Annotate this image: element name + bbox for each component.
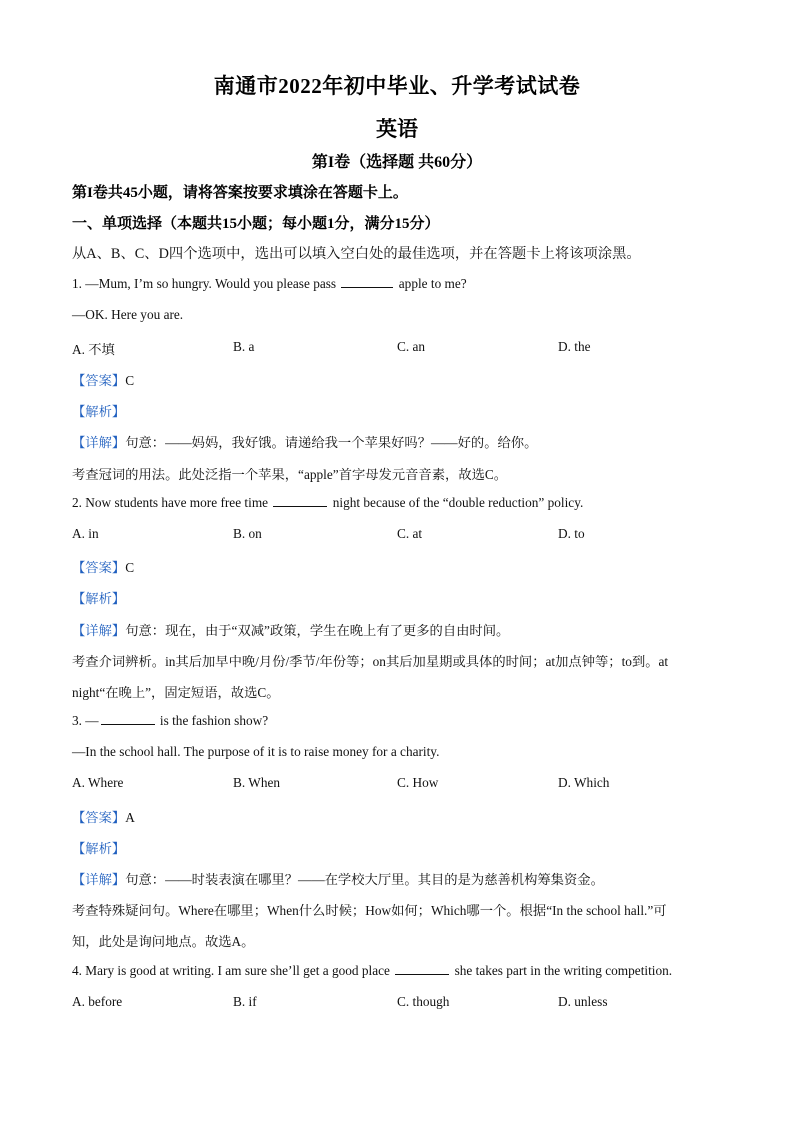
- explanation-line: 考查特殊疑问句。Where在哪里；When什么时候；How如何；Which哪一个。根据“In the school hall.”可: [72, 903, 667, 918]
- explanation-line: 考查介词辨析。in其后加早中晚/月份/季节/年份等；on其后加星期或具体的时间；at加点钟等；to到。at: [72, 654, 669, 669]
- question-stem: 2. Now students have more free time night because of the “double reduction” policy.: [72, 495, 584, 510]
- exam-subject: 英语: [376, 117, 418, 141]
- general-instruction: 第I卷共45小题，请将答案按要求填涂在答题卡上。: [72, 185, 408, 201]
- answer-blank: [101, 723, 155, 725]
- option-a: A. before: [72, 994, 123, 1009]
- answer-line: [72, 370, 134, 389]
- section-heading: 一、单项选择（本题共15小题；每小题1分，满分15分）: [72, 216, 440, 232]
- exam-part-heading: 第I卷（选择题 共60分）: [311, 154, 483, 171]
- section-directions: 从A、B、C、D四个选项中，选出可以填入空白处的最佳选项，并在答题卡上将该项涂黑。: [72, 246, 641, 262]
- answer-value: C: [125, 373, 135, 388]
- answer-label: 【答案】: [72, 373, 126, 388]
- question-line: —OK. Here you are.: [72, 307, 184, 322]
- detail-label: 【详解】: [72, 435, 126, 450]
- answer-label: 【答案】: [72, 810, 126, 825]
- option-b: B. a: [233, 339, 255, 354]
- option-d: D. the: [558, 339, 591, 354]
- question-stem: 1. —Mum, I’m so hungry. Would you please pass apple to me?: [72, 276, 467, 291]
- explanation-line: 知，此处是询问地点。故选A。: [72, 934, 255, 949]
- option-b: B. When: [233, 775, 281, 790]
- option-d: D. Which: [558, 775, 610, 790]
- answer-blank: [395, 973, 449, 975]
- question-stem: 4. Mary is good at writing. I am sure she’ll get a good place she takes part in the writing competition.: [72, 963, 673, 978]
- option-a: A. Where: [72, 775, 124, 790]
- detail-line: 【详解】句意：现在，由于“双减”政策，学生在晚上有了更多的自由时间。: [72, 623, 510, 638]
- option-c: C. How: [397, 775, 439, 790]
- detail-line: 【详解】句意：——妈妈，我好饿。请递给我一个苹果好吗？——好的。给你。: [72, 435, 538, 450]
- answer-value: A: [125, 810, 135, 825]
- explanation-line: 考查冠词的用法。此处泛指一个苹果，“apple”首字母发元音音素，故选C。: [72, 467, 508, 482]
- option-c: C. an: [397, 339, 426, 354]
- option-a: A. in: [72, 526, 99, 541]
- exam-title: 南通市2022年初中毕业、升学考试试卷: [213, 74, 581, 98]
- option-c: C. though: [397, 994, 450, 1009]
- explanation-line: night“在晚上”，固定短语，故选C。: [72, 685, 280, 700]
- option-c: C. at: [397, 526, 423, 541]
- option-a: A. 不填: [72, 342, 115, 357]
- answer-label: 【答案】: [72, 560, 126, 575]
- detail-label: 【详解】: [72, 872, 126, 887]
- answer-line: [72, 557, 134, 576]
- answer-value: C: [125, 560, 135, 575]
- detail-label: 【详解】: [72, 623, 126, 638]
- option-b: B. if: [233, 994, 257, 1009]
- question-stem: 3. — is the fashion show?: [72, 713, 269, 728]
- question-line: —In the school hall. The purpose of it is to raise money for a charity.: [72, 744, 440, 759]
- answer-blank: [273, 505, 327, 507]
- answer-blank: [341, 286, 393, 288]
- analysis-label: 【解析】: [72, 404, 126, 419]
- analysis-label: 【解析】: [72, 841, 126, 856]
- detail-line: 【详解】句意：——时装表演在哪里？——在学校大厅里。其目的是为慈善机构筹集资金。: [72, 872, 604, 887]
- option-d: D. to: [558, 526, 585, 541]
- analysis-label: 【解析】: [72, 591, 126, 606]
- option-b: B. on: [233, 526, 262, 541]
- answer-line: [72, 807, 135, 826]
- option-d: D. unless: [558, 994, 608, 1009]
